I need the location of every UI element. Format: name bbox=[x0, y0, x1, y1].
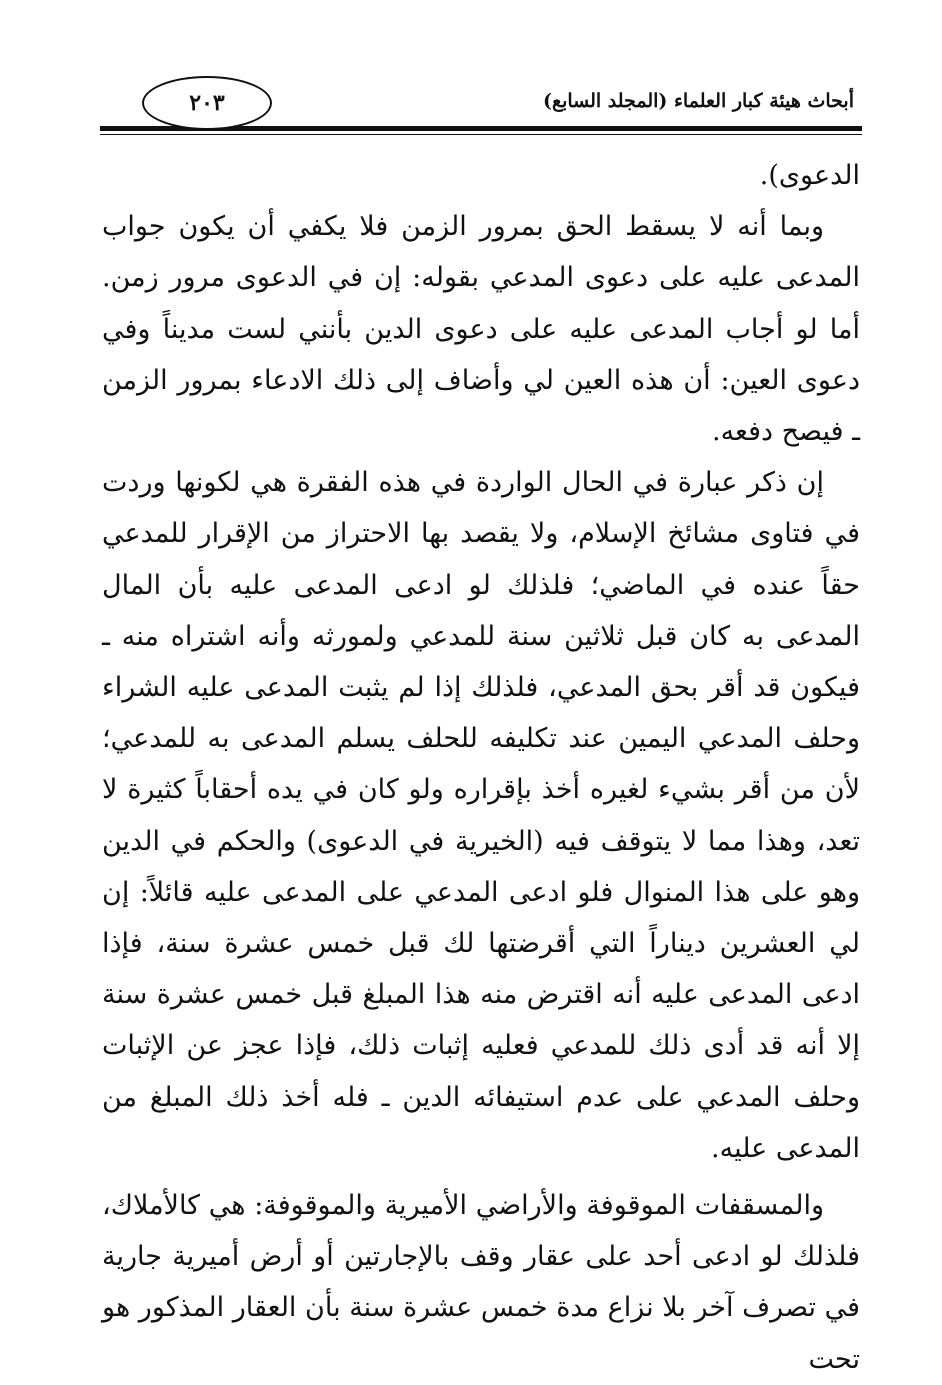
header-rule-thin bbox=[100, 134, 862, 135]
paragraph: إن ذكر عبارة في الحال الواردة في هذه الفقرة هي لكونها وردت في فتاوى مشائخ الإسلام، ولا يقصد بها الاحتراز من الإقرار للمدعي حقاً عنده في الماضي؛ فلذلك لو ادعى المدعى عليه بأن المال المدعى به كان قبل ثلاثين سنة للمدعي ولمورثه وأنه اشتراه منه ـ فيكون قد أقر بحق المدعي، فلذلك إذا لم يثبت المدعى عليه الشراء وحلف المدعي اليمين عند تكليفه للحلف يسلم المدعى به للمدعي؛ لأن من أقر بشيء لغيره أخذ بإقراره ولو كان في يده أحقاباً كثيرة لا تعد، وهذا مما لا يتوقف فيه (الخيرية في الدعوى) والحكم في الدين وهو على هذا المنوال فلو ادعى المدعي على المدعى عليه قائلاً: إن لي العشرين ديناراً التي أقرضتها لك قبل خمس عشرة سنة، فإذا ادعى المدعى عليه أنه اقترض منه هذا المبلغ قبل خمس عشرة سنة إلا أنه قد أدى ذلك للمدعي فعليه إثبات ذلك، فإذا عجز عن الإثبات وحلف المدعي على عدم استيفائه الدين ـ فله أخذ ذلك المبلغ من المدعى عليه. bbox=[102, 467, 860, 1164]
body-text bbox=[102, 150, 860, 1385]
paragraph-continuation: الدعوى). bbox=[759, 160, 860, 191]
page-number: ٢٠٣ bbox=[189, 90, 225, 116]
page-header bbox=[100, 74, 862, 136]
page-number-oval bbox=[142, 76, 272, 130]
paragraph: وبما أنه لا يسقط الحق بمرور الزمن فلا يكفي أن يكون جواب المدعى عليه على دعوى المدعي بقوله: إن في الدعوى مرور زمن. أما لو أجاب المدعى عليه على دعوى الدين بأنني لست مديناً وفي دعوى العين: أن هذه العين لي وأضاف إلى ذلك الادعاء بمرور الزمن ـ فيصح دفعه. bbox=[102, 211, 860, 448]
running-title: أبحاث هيئة كبار العلماء (المجلد السابع) bbox=[543, 90, 854, 112]
paragraph: والمسقفات الموقوفة والأراضي الأميرية والموقوفة: هي كالأملاك، فلذلك لو ادعى أحد على عقار وقف بالإجارتين أو أرض أميرية جارية في تصرف آخر بلا نزاع مدة خمس عشرة سنة بأن العقار المذكور هو تحت bbox=[102, 1190, 860, 1375]
